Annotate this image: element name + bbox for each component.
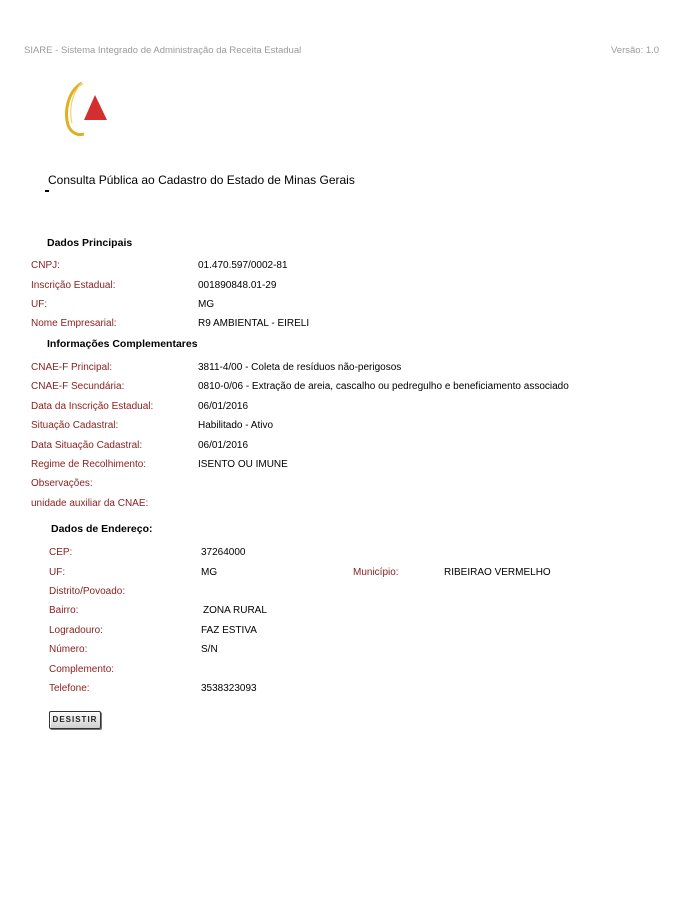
value-situacao-cadastral: Habilitado - Ativo <box>198 420 274 431</box>
value-data-situacao: 06/01/2016 <box>198 440 249 451</box>
value-cnae-principal: 3811-4/00 - Coleta de resíduos não-perigosos <box>198 362 402 373</box>
version-label: Versão: 1.0 <box>611 45 660 56</box>
siare-logo <box>62 75 110 137</box>
value-inscricao-estadual: 001890848.01-29 <box>198 280 277 291</box>
label-uf: UF: <box>31 299 48 310</box>
value-regime-recolhimento: ISENTO OU IMUNE <box>198 459 288 470</box>
label-cep: CEP: <box>49 547 73 558</box>
value-data-inscricao: 06/01/2016 <box>198 401 249 412</box>
value-endereco-uf: MG <box>201 567 218 578</box>
label-inscricao-estadual: Inscrição Estadual: <box>31 280 116 291</box>
label-distrito: Distrito/Povoado: <box>49 586 126 597</box>
section-dados-endereco: Dados de Endereço: <box>51 523 153 535</box>
label-regime-recolhimento: Regime de Recolhimento: <box>31 459 147 470</box>
label-logradouro: Logradouro: <box>49 625 103 636</box>
value-cnae-secundaria: 0810-0/06 - Extração de areia, cascalho ou pedregulho e beneficiamento associado <box>198 381 569 392</box>
label-bairro: Bairro: <box>49 605 79 616</box>
section-dados-principais: Dados Principais <box>47 237 133 249</box>
desistir-button[interactable]: DESISTIR <box>49 711 101 729</box>
value-cnpj: 01.470.597/0002-81 <box>198 260 288 271</box>
label-data-inscricao: Data da Inscrição Estadual: <box>31 401 154 412</box>
label-observacoes: Observações: <box>31 478 93 489</box>
system-name: SIARE - Sistema Integrado de Administração da Receita Estadual <box>24 45 302 56</box>
label-numero: Número: <box>49 644 88 655</box>
value-municipio: RIBEIRAO VERMELHO <box>444 567 551 578</box>
section-informacoes-complementares: Informações Complementares <box>47 338 198 350</box>
label-cnae-secundaria: CNAE-F Secundária: <box>31 381 125 392</box>
value-uf: MG <box>198 299 215 310</box>
value-nome-empresarial: R9 AMBIENTAL - EIRELI <box>198 318 310 329</box>
label-nome-empresarial: Nome Empresarial: <box>31 318 117 329</box>
label-complemento: Complemento: <box>49 664 115 675</box>
page-title: Consulta Pública ao Cadastro do Estado de Minas Gerais <box>48 173 355 187</box>
value-logradouro: FAZ ESTIVA <box>201 625 257 636</box>
value-bairro: ZONA RURAL <box>203 605 267 616</box>
label-endereco-uf: UF: <box>49 567 66 578</box>
label-cnae-principal: CNAE-F Principal: <box>31 362 113 373</box>
label-cnpj: CNPJ: <box>31 260 60 271</box>
label-situacao-cadastral: Situação Cadastral: <box>31 420 119 431</box>
label-data-situacao: Data Situação Cadastral: <box>31 440 143 451</box>
title-marker <box>45 190 49 192</box>
label-municipio: Município: <box>353 567 399 578</box>
value-cep: 37264000 <box>201 547 246 558</box>
label-telefone: Telefone: <box>49 683 90 694</box>
label-unidade-auxiliar: unidade auxiliar da CNAE: <box>31 498 149 509</box>
value-numero: S/N <box>201 644 218 655</box>
value-telefone: 3538323093 <box>201 683 257 694</box>
logo-icon <box>62 75 110 137</box>
